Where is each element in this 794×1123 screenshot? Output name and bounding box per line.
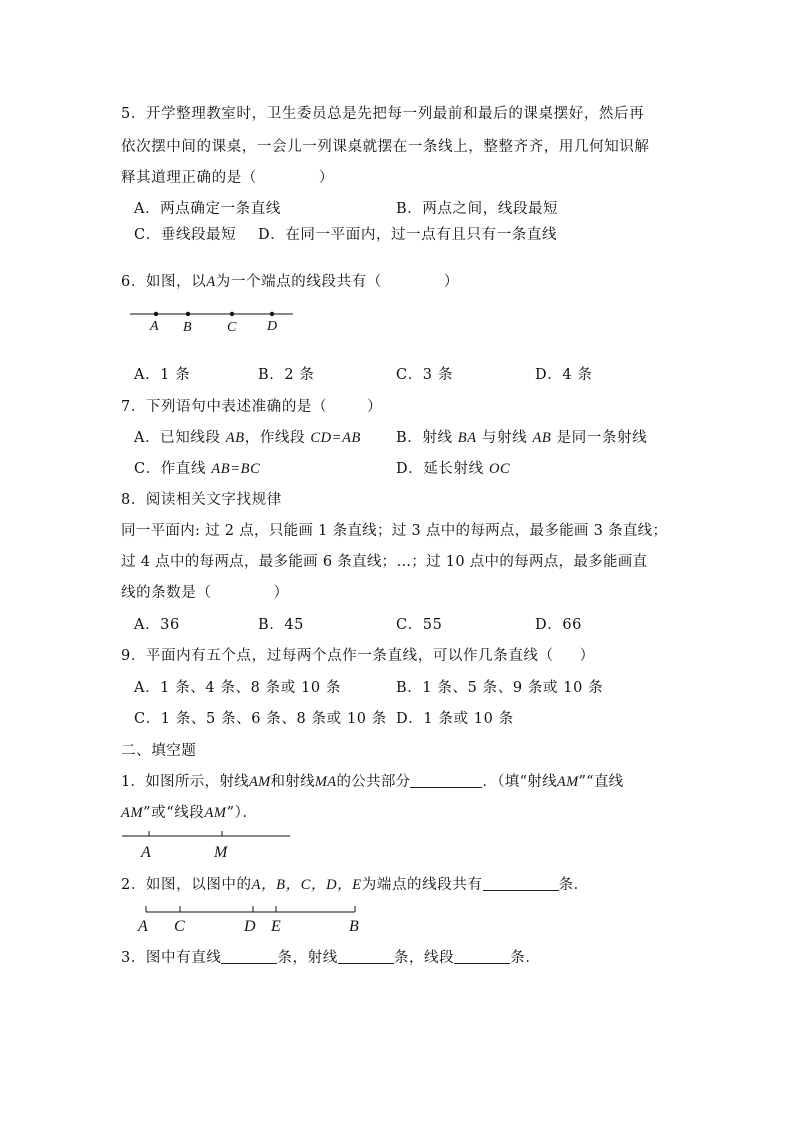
q5-option-d: D．在同一平面内，过一点有且只有一条直线 bbox=[258, 227, 558, 243]
q5-option-c: C．垂线段最短 bbox=[134, 227, 237, 243]
f3-stem: 3．图中有直线 条，射线 条，线段 条． bbox=[121, 950, 541, 966]
q5-stem-line2: 依次摆中间的课桌，一会儿一列课桌就摆在一条线上，整整齐齐，用几何知识解 bbox=[121, 139, 650, 155]
q9-option-d: D．1 条或 10 条 bbox=[396, 711, 514, 727]
q7-option-b: B．射线 BA 与射线 AB 是同一条射线 bbox=[396, 430, 648, 446]
q8-title: 8．阅读相关文字找规律 bbox=[121, 492, 282, 508]
q9-option-c: C．1 条、5 条、6 条、8 条或 10 条 bbox=[134, 711, 387, 727]
q8-option-a: A．36 bbox=[134, 617, 180, 633]
f1-stem-line2: AM”或“线段AM”）． bbox=[121, 805, 258, 821]
section-2-title: 二、填空题 bbox=[121, 743, 197, 759]
f3-blank-segments[interactable] bbox=[454, 949, 510, 964]
q7-option-c: C．作直线 AB=BC bbox=[134, 461, 261, 477]
f1-label-a: A bbox=[141, 844, 151, 861]
q8-option-c: C．55 bbox=[396, 617, 443, 633]
q6-label-d: D bbox=[267, 319, 278, 334]
q8-line2: 过 4 点中的每两点，最多能画 6 条直线；…；过 10 点中的每两点，最多能画直 bbox=[121, 554, 648, 570]
q6-option-c: C．3 条 bbox=[396, 367, 453, 383]
f1-ray-figure bbox=[118, 829, 298, 863]
f3-blank-rays[interactable] bbox=[338, 949, 394, 964]
q9-stem: 9．平面内有五个点，过每两个点作一条直线，可以作几条直线（ ） bbox=[121, 648, 595, 664]
f2-label-a: A bbox=[138, 918, 148, 935]
q5-stem-text: 释其道理正确的是（ bbox=[121, 170, 257, 186]
f2-label-b: B bbox=[349, 918, 359, 935]
q7-option-d: D．延长射线 OC bbox=[396, 461, 511, 477]
f2-label-e: E bbox=[271, 918, 281, 935]
f2-blank[interactable] bbox=[483, 876, 559, 891]
q7-option-a: A．已知线段 AB，作线段 CD=AB bbox=[134, 430, 361, 446]
q6-label-c: C bbox=[227, 320, 237, 335]
q6-point-d bbox=[270, 312, 274, 316]
f1-blank[interactable] bbox=[410, 773, 482, 788]
f2-label-c: C bbox=[174, 918, 185, 935]
f2-stem: 2．如图，以图中的A，B，C，D，E为端点的线段共有 条． bbox=[121, 877, 589, 893]
q7-stem: 7．下列语句中表述准确的是（ ） bbox=[121, 399, 383, 415]
q5-stem-line1: 5．开学整理教室时，卫生委员总是先把每一列最前和最后的课桌摆好，然后再 bbox=[121, 106, 645, 122]
q6-point-c bbox=[230, 312, 234, 316]
q5-option-a: A．两点确定一条直线 bbox=[134, 201, 281, 217]
q6-option-a: A．1 条 bbox=[134, 367, 191, 383]
q5-stem-line3 bbox=[121, 166, 334, 187]
q5-option-b: B．两点之间，线段最短 bbox=[396, 201, 559, 217]
q6-label-b: B bbox=[183, 320, 192, 335]
q5-paren-close: ） bbox=[318, 170, 335, 186]
q6-var-a: A bbox=[206, 274, 216, 290]
f1-label-m: M bbox=[214, 844, 228, 861]
q6-option-d: D．4 条 bbox=[535, 367, 593, 383]
f2-segment-figure bbox=[135, 903, 370, 937]
q6-line-figure bbox=[125, 304, 300, 336]
q6-option-b: B．2 条 bbox=[258, 367, 315, 383]
f3-blank-lines[interactable] bbox=[221, 949, 277, 964]
q6-point-a bbox=[154, 312, 158, 316]
f2-label-d: D bbox=[244, 918, 256, 935]
q8-option-b: B．45 bbox=[258, 617, 305, 633]
q9-option-a: A．1 条、4 条、8 条或 10 条 bbox=[134, 680, 342, 696]
q6-stem: 6．如图，以A为一个端点的线段共有（ ） bbox=[121, 274, 460, 290]
q6-point-b bbox=[186, 312, 190, 316]
q6-label-a: A bbox=[150, 319, 159, 334]
q8-line3: 线的条数是（ ） bbox=[121, 585, 289, 601]
q8-line1: 同一平面内: 过 2 点，只能画 1 条直线；过 3 点中的每两点，最多能画 3 条直线； bbox=[121, 523, 668, 539]
q8-option-d: D．66 bbox=[535, 617, 582, 633]
f1-stem-line1: 1．如图所示，射线AM和射线MA的公共部分 ．（填“射线AM”“直线 bbox=[121, 774, 624, 790]
q9-option-b: B．1 条、5 条、9 条或 10 条 bbox=[396, 680, 604, 696]
